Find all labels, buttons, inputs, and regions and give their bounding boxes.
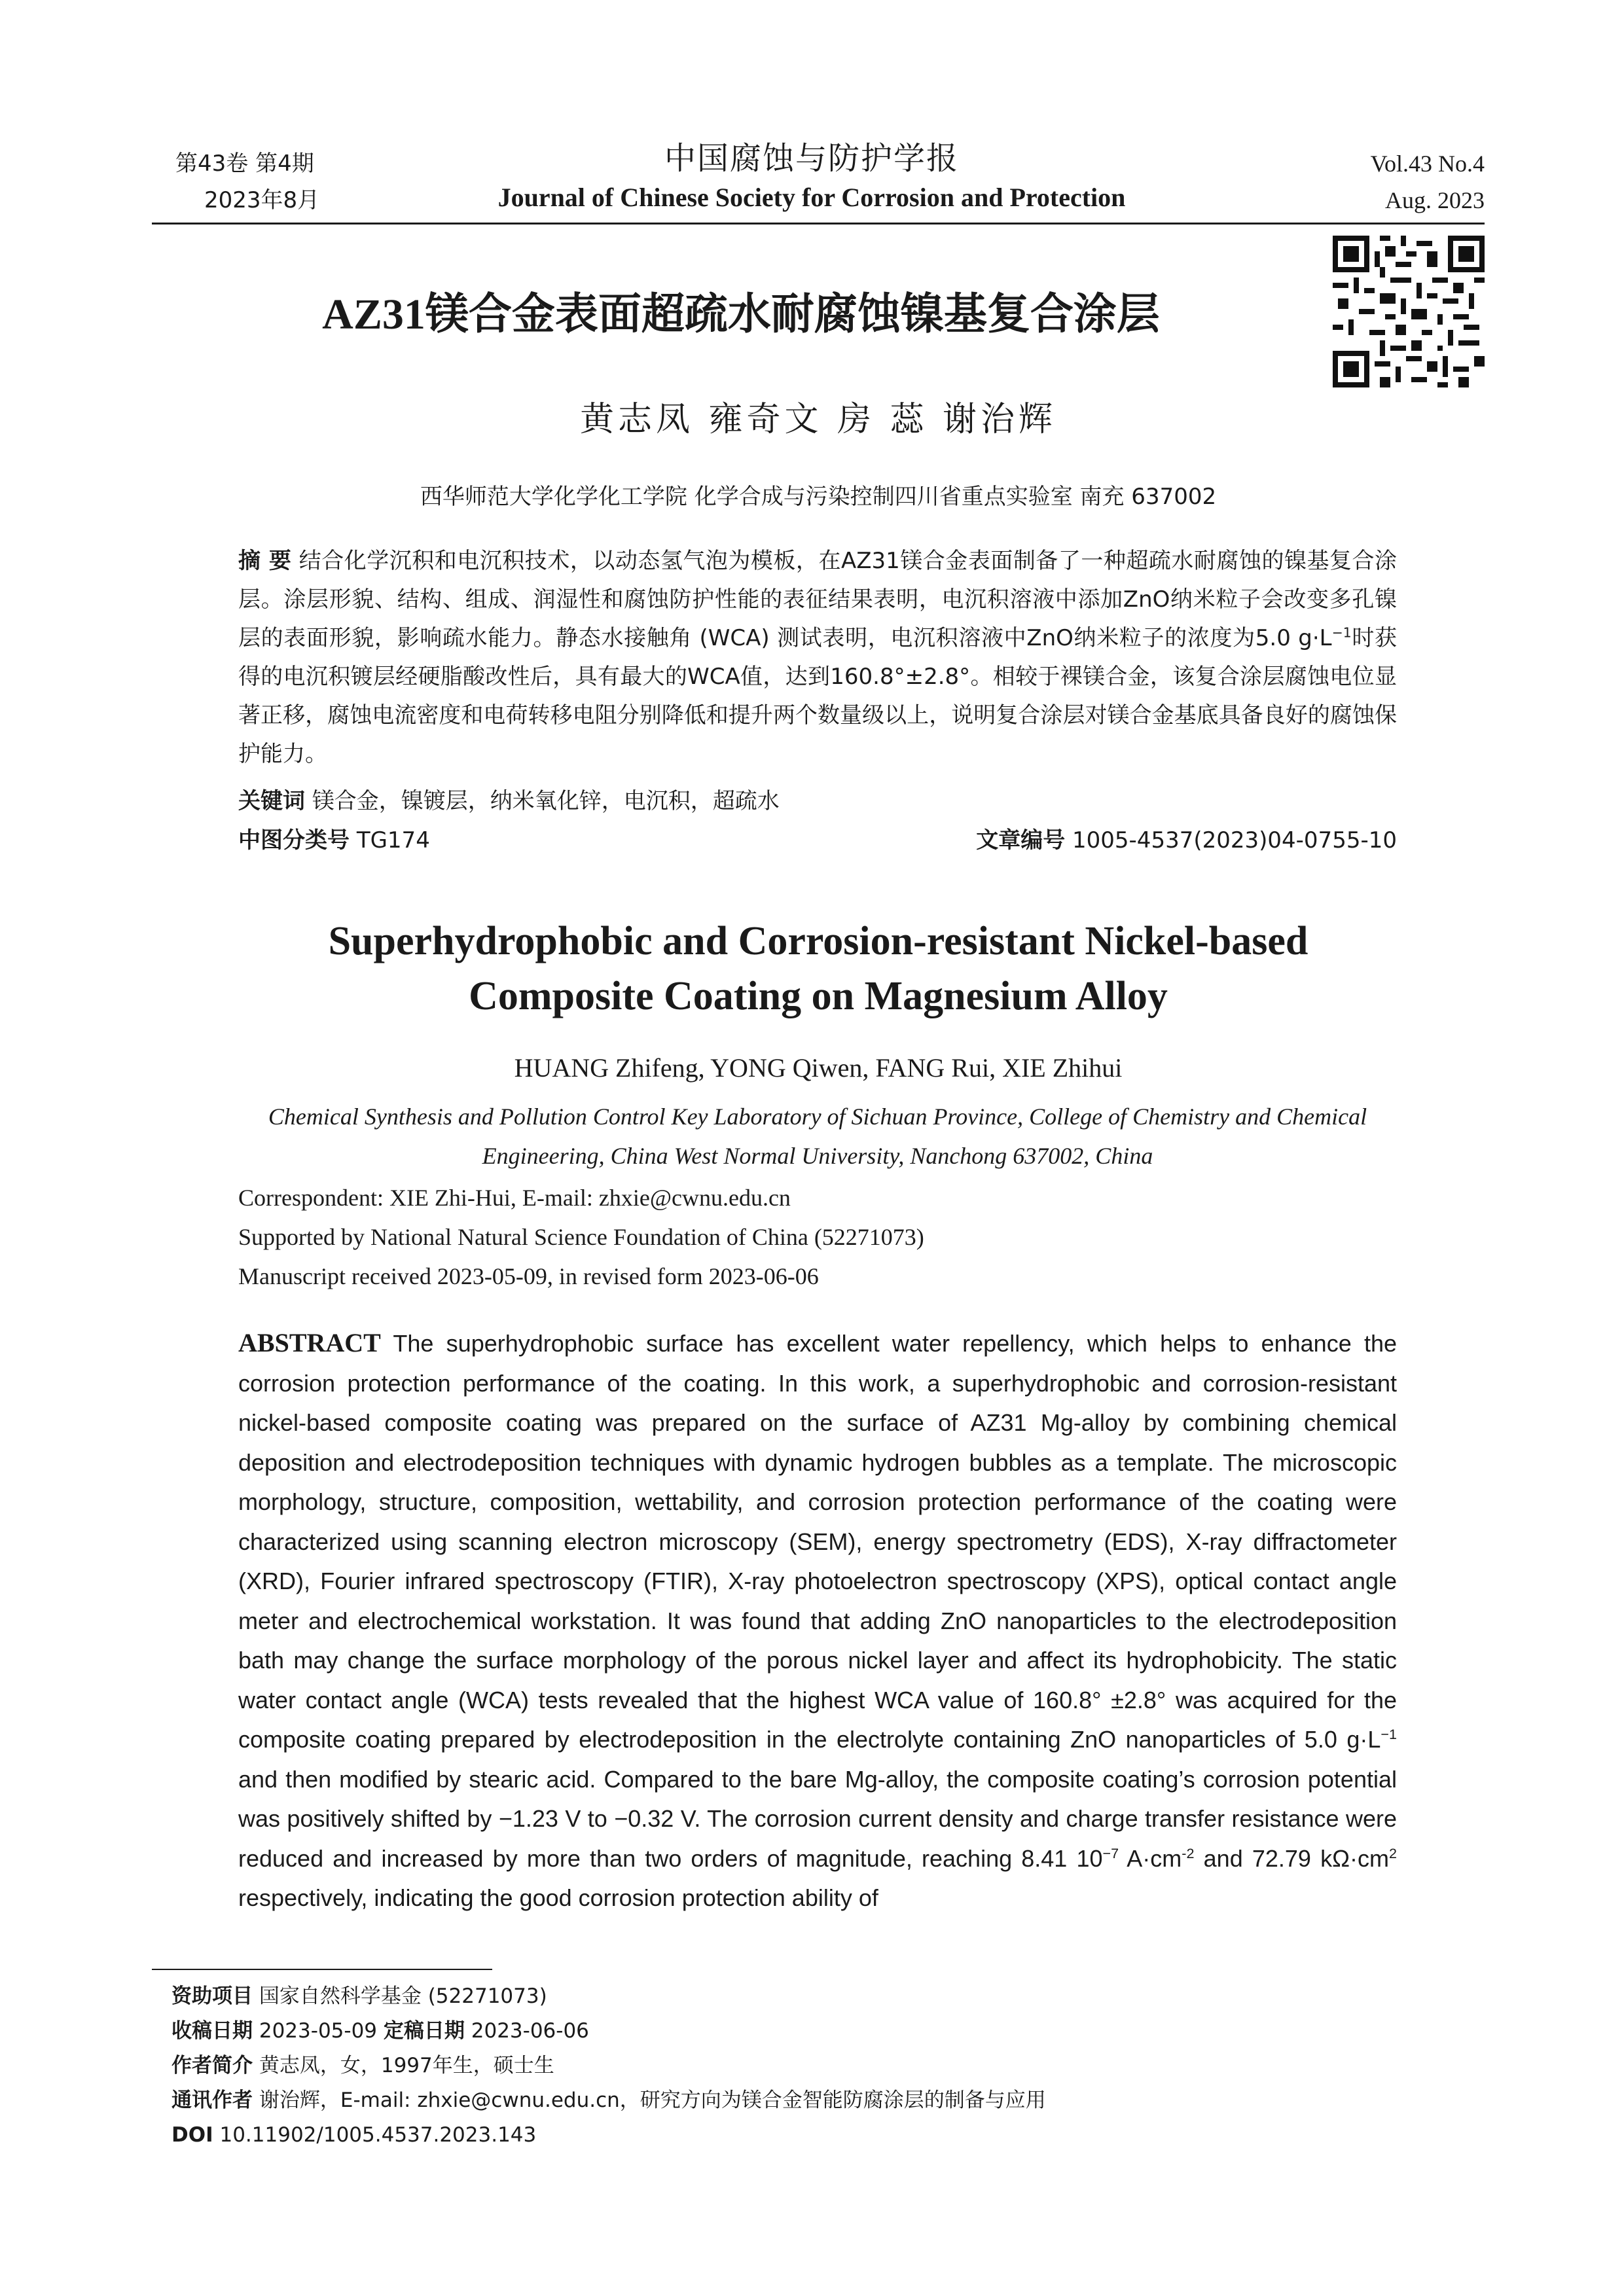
footnote-corresponding <box>171 2083 1415 2118</box>
header-divider <box>152 223 1485 224</box>
abstract-en-label: ABSTRACT <box>238 1328 381 1357</box>
article-title-cn: AZ31镁合金表面超疏水耐腐蚀镍基复合涂层 <box>322 291 1160 338</box>
abstract-en-text-5: respectively, indicating the good corrosion protection ability of <box>238 1884 878 1911</box>
article-title-en-line-1: Superhydrophobic and Corrosion-resistant Nickel-based <box>328 919 1308 963</box>
journal-name-en: Journal of Chinese Society for Corrosion and Protection <box>497 183 1126 212</box>
volume-issue-cn: 第43卷 第4期 <box>175 151 314 177</box>
supported-by-en: Supported by National Natural Science Foundation of China (52271073) <box>238 1224 924 1250</box>
footnote-final-label: 定稿日期 <box>383 2019 465 2043</box>
footnote-doi-label: DOI <box>171 2123 213 2147</box>
article-number-cn-label: 文章编号 <box>976 827 1066 853</box>
classification-cn <box>238 822 893 859</box>
footnote-corresponding-text: 谢治辉，E-mail: zhxie@cwnu.edu.cn，研究方向为镁合金智能防腐涂层的制备与应用 <box>259 2089 1046 2112</box>
footnote-divider <box>152 1969 492 1970</box>
abstract-en-sup-3: -2 <box>1182 1844 1195 1861</box>
correspondent-en: Correspondent: XIE Zhi-Hui, E-mail: zhxie@cwnu.edu.cn <box>238 1185 791 1211</box>
article-title-en <box>152 914 1485 1024</box>
journal-header <box>419 137 1204 216</box>
footnote-dates <box>171 2014 1415 2049</box>
footnote-corresponding-label: 通讯作者 <box>171 2089 253 2112</box>
journal-name-cn: 中国腐蚀与防护学报 <box>664 140 959 177</box>
manuscript-dates-en: Manuscript received 2023-05-09, in revised form 2023-06-06 <box>238 1263 819 1289</box>
footnotes <box>171 1979 1415 2153</box>
abstract-en <box>238 1323 1397 1918</box>
abstract-en-sup-4: 2 <box>1388 1844 1397 1861</box>
footnote-doi <box>171 2118 1415 2153</box>
keywords-cn <box>238 783 1397 819</box>
footnote-funding <box>171 1979 1415 2014</box>
footnote-author-text: 黄志凤，女，1997年生，硕士生 <box>259 2054 554 2077</box>
abstract-cn-label: 摘 要 <box>238 548 292 574</box>
abstract-en-text-1: The superhydrophobic surface has excellent water repellency, which helps to enhance the corrosion protection performance of the coating. In this work, a superhydrophobic and corrosion-resistant nickel-based composite coating was prepared on the surface of AZ31 Mg-alloy by combining chemical deposition and electrodeposition techniques with dynamic hydrogen bubbles as a template. The microscopic morphology, structure, composition, wettability, and corrosion protection performance of the coating were characterized using scanning electron microscopy (SEM), energy spectrometry (EDS), X-ray diffractometer (XRD), Fourier infrared spectroscopy (FTIR), X-ray photoelectron spectroscopy (XPS), optical contact angle meter and electrochemical workstation. It was found that adding ZnO nanoparticles to the electrodeposition bath may change the surface morphology of the porous nickel layer and affect its hydrophobicity. The static water contact angle (WCA) tests revealed that the highest WCA value of 160.8° ±2.8° was acquired for the composite coating prepared by electrodeposition in the electrolyte containing ZnO nanoparticles of 5.0 g·L <box>238 1330 1397 1753</box>
keywords-cn-text: 镁合金，镍镀层，纳米氧化锌，电沉积，超疏水 <box>312 788 780 814</box>
footnote-received-label: 收稿日期 <box>171 2019 253 2043</box>
abstract-cn-text-1: 结合化学沉积和电沉积技术，以动态氢气泡为模板，在AZ31镁合金表面制备了一种超疏水耐腐蚀的镍基复合涂层。涂层形貌、结构、组成、润湿性和腐蚀防护性能的表征结果表明，电沉积溶液中添加ZnO纳米粒子会改变多孔镍层的表面形貌，影响疏水能力。静态水接触角 (WCA) 测试表明，电沉积溶液中ZnO纳米粒子的浓度为5.0 g·L <box>238 548 1398 651</box>
abstract-en-text-4: and 72.79 kΩ·cm <box>1194 1844 1389 1872</box>
article-number-cn <box>851 822 1397 859</box>
abstract-en-text-3: A·cm <box>1119 1844 1182 1872</box>
issue-info <box>175 145 424 219</box>
affiliation-cn: 西华师范大学化学化工学院 化学合成与污染控制四川省重点实验室 南充 637002 <box>420 484 1217 510</box>
footnote-funding-text: 国家自然科学基金 (52271073) <box>259 1984 547 2008</box>
abstract-en-sup-1: −1 <box>1380 1726 1397 1742</box>
affiliation-en: Chemical Synthesis and Pollution Control Key Laboratory of Sichuan Province, College of Chemistry and Chemical Engineering, China West Normal University, Nanchong 637002, China <box>268 1103 1367 1169</box>
footnote-author <box>171 2049 1415 2083</box>
keywords-cn-label: 关键词 <box>238 788 305 814</box>
authors-cn: 黄志凤 雍奇文 房 蕊 谢治辉 <box>579 400 1057 439</box>
qr-code-icon <box>1333 236 1485 387</box>
article-number-cn-text: 1005-4537(2023)04-0755-10 <box>1072 827 1397 853</box>
footnote-funding-label: 资助项目 <box>171 1984 253 2008</box>
footnote-doi-text: 10.11902/1005.4537.2023.143 <box>219 2123 537 2147</box>
date-cn: 2023年8月 <box>204 187 320 213</box>
volume-issue-en: Vol.43 No.4 <box>1370 151 1485 177</box>
abstract-cn-text-2: 时获得的电沉积镀层经硬脂酸改性后，具有最大的WCA值，达到160.8°±2.8°。相较于裸镁合金，该复合涂层腐蚀电位显著正移，腐蚀电流密度和电荷转移电阻分别降低和提升两个数量级以上，说明复合涂层对镁合金基底具备良好的腐蚀保护能力。 <box>238 625 1398 767</box>
classification-cn-text: TG174 <box>356 827 430 853</box>
date-en: Aug. 2023 <box>1385 187 1485 213</box>
classification-cn-label: 中图分类号 <box>238 827 350 853</box>
footnote-author-label: 作者简介 <box>171 2054 253 2077</box>
footnote-final-text: 2023-06-06 <box>471 2019 589 2043</box>
abstract-cn-sup: −1 <box>1331 624 1352 641</box>
article-title-en-line-2: Composite Coating on Magnesium Alloy <box>469 974 1168 1018</box>
authors-en: HUANG Zhifeng, YONG Qiwen, FANG Rui, XIE Zhihui <box>514 1053 1123 1083</box>
abstract-en-sup-2: −7 <box>1102 1844 1119 1861</box>
abstract-en-text-2: and then modified by stearic acid. Compared to the bare Mg-alloy, the composite coating’s corrosion potential was positively shifted by −1.23 V to −0.32 V. The corrosion current density and charge transfer resistance were reduced and increased by more than two orders of magnitude, reaching 8.41 10 <box>238 1765 1397 1872</box>
footnote-received-text: 2023-05-09 <box>259 2019 378 2043</box>
abstract-cn <box>238 542 1397 774</box>
issue-info-en <box>1231 145 1485 219</box>
article-meta-en <box>238 1178 1397 1296</box>
